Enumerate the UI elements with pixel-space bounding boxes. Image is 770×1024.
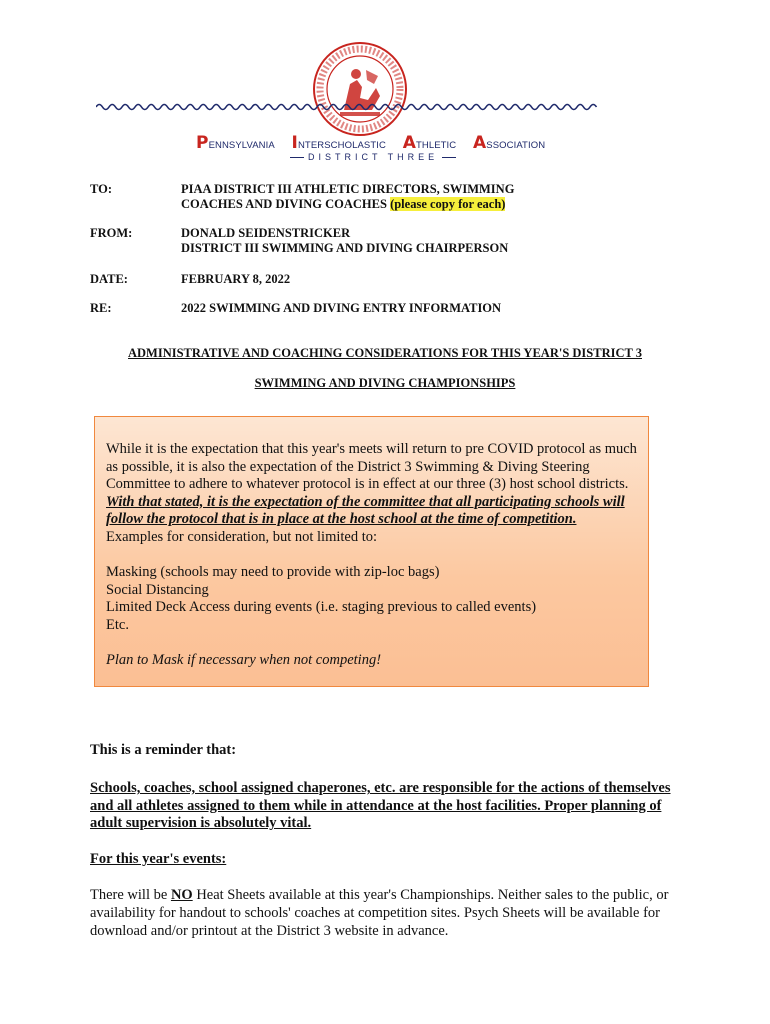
assoc-word-pennsylvania: PENNSYLVANIA (196, 133, 275, 153)
callout-intro: While it is the expectation that this year's meets will return to pre COVID protocol as much as possible, it is also the expectation of the District 3 Swimming & Diving Steering Committee to adhere to whatever protocol is in effect at our three (3) host school districts. (106, 441, 637, 493)
callout-emphasis: With that stated, it is the expectation of the committee that all participating schools will follow the protocol that is in place at the host school at the time of competition. (106, 493, 625, 528)
section-heading-line-2: SWIMMING AND DIVING CHAMPIONSHIPS (254, 376, 516, 390)
from-line-1: DONALD SEIDENSTRICKER (181, 226, 351, 240)
date-label: DATE: (90, 272, 128, 286)
example-item: Etc. (106, 616, 129, 633)
section-heading-line-1: ADMINISTRATIVE AND COACHING CONSIDERATIONS FOR THIS YEAR'S DISTRICT 3 (128, 346, 642, 360)
covid-protocol-callout (94, 416, 649, 687)
from-line-2: DISTRICT III SWIMMING AND DIVING CHAIRPERSON (181, 241, 509, 255)
example-item: Limited Deck Access during events (i.e. staging previous to called events) (106, 599, 537, 616)
re-label: RE: (90, 301, 112, 315)
example-item: Masking (schools may need to provide with zip-loc bags) (106, 564, 440, 581)
events-title: For this year's events: (90, 851, 227, 867)
to-label: TO: (90, 182, 112, 196)
example-item: Social Distancing (106, 581, 209, 598)
piaa-seal-logo (310, 40, 410, 138)
plan-to-mask-note: Plan to Mask if necessary when not competing! (106, 652, 382, 669)
callout-paragraph (106, 441, 646, 529)
to-line-2: COACHES AND DIVING COACHES (please copy for each) (181, 197, 506, 211)
copy-note-highlight: (please copy for each) (390, 197, 506, 211)
examples-intro: Examples for consideration, but not limited to: (106, 528, 378, 545)
no-emphasis: NO (170, 887, 193, 903)
association-name (196, 133, 556, 153)
assoc-word-interscholastic: INTERSCHOLASTIC (291, 133, 386, 153)
reminder-title: This is a reminder that: (90, 742, 237, 758)
assoc-word-association: ASSOCIATION (473, 133, 546, 153)
assoc-word-athletic: ATHLETIC (402, 133, 457, 153)
to-recipients (181, 182, 514, 212)
reminder-body: Schools, coaches, school assigned chaperones, etc. are responsible for the actions of themselves and all athletes assigned to them while in attendance at the host facilities. Proper planning of adult supervision is absolutely vital. (90, 780, 671, 832)
from-label: FROM: (90, 226, 133, 240)
re-value: 2022 SWIMMING AND DIVING ENTRY INFORMATION (181, 301, 502, 315)
heat-sheets-paragraph: There will be NO Heat Sheets available at this year's Championships. Neither sales to the public, or availability for handout to schools' coaches at competition sites. Psych Sheets will be available for download and/or printout at the District 3 website in advance. (90, 887, 669, 939)
from-sender (181, 226, 508, 256)
to-line-1: PIAA DISTRICT III ATHLETIC DIRECTORS, SWIMMING (181, 182, 515, 196)
letterhead-wavy-rule (96, 100, 616, 114)
district-three-subtitle: DISTRICT THREE (286, 152, 436, 162)
date-value: FEBRUARY 8, 2022 (181, 272, 291, 286)
examples-list (106, 564, 646, 634)
